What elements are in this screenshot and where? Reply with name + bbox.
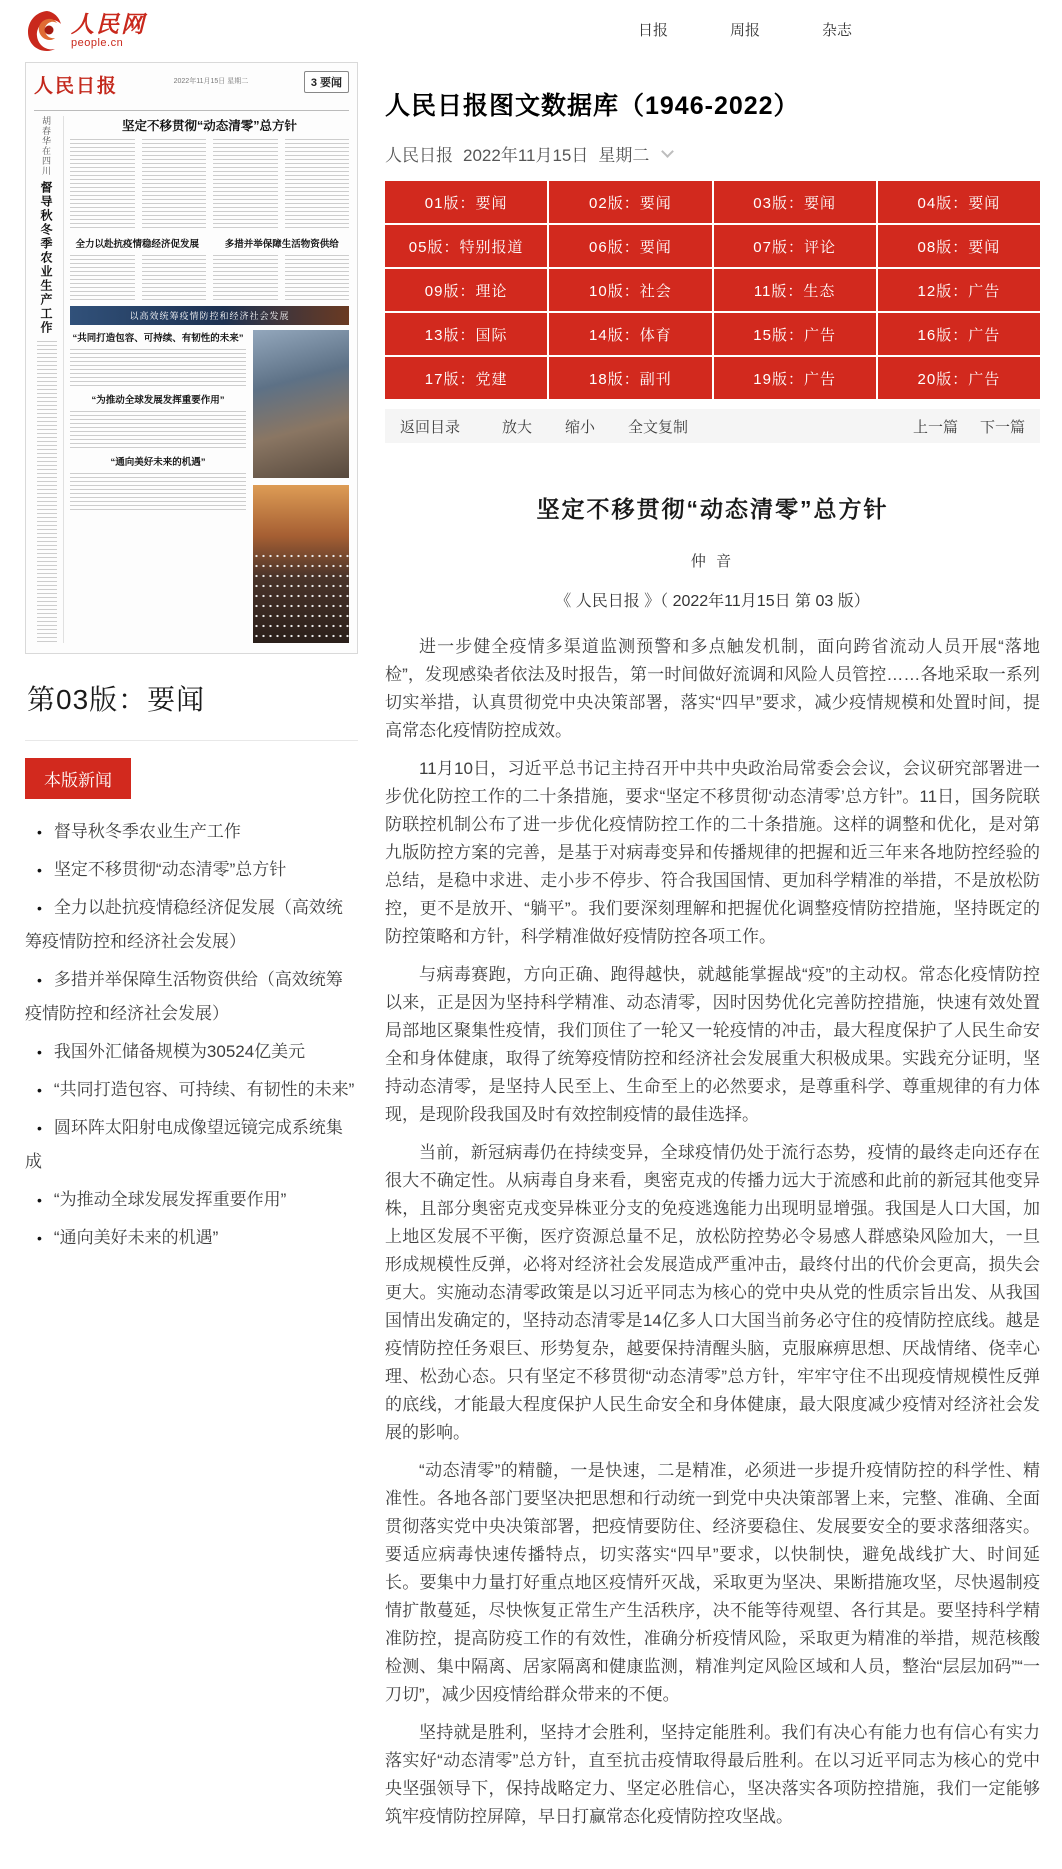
- thumb-fake-columns-2: [70, 255, 349, 301]
- thumb-fake-text: [70, 349, 246, 387]
- bullet-icon: •: [37, 1120, 42, 1136]
- article-paragraph: 11月10日，习近平总书记主持召开中共中央政治局常委会会议，会议研究部署进一步优化防控工作的二十条措施，要求“坚定不移贯彻‘动态清零’总方针”。11日，国务院联防联控机制公布了进一步优化疫情防控工作的二十条措施。这样的调整和优化，是对第九版防控方案的完善，是基于对病毒变异和传播规律的把握和近三年来各地防控经验的总结，是稳中求进、走小步不停步、符合我国国情、更加科学精准的举措，不是放松防控，更不是放开、“躺平”。我们要深刻理解和把握优化调整疫情防控措施，坚持既定的防控策略和方针，科学精准做好疫情防控各项工作。: [385, 759, 1040, 946]
- article-list: [25, 815, 358, 1255]
- thumb-main-headline: 坚定不移贯彻“动态清零”总方针: [121, 119, 297, 133]
- thumb-fake-text: [70, 411, 246, 449]
- toolbar-left-group: [400, 416, 721, 437]
- back-to-toc-button[interactable]: 返回目录: [400, 418, 461, 436]
- thumb-subheadlines: [70, 236, 349, 250]
- page-content: [0, 58, 1062, 1841]
- section-badge: 本版新闻: [25, 758, 131, 799]
- page-link[interactable]: 18版：副刊: [549, 357, 711, 399]
- article-list-item-label: “共同打造包容、可持续、有韧性的未来”: [53, 1080, 355, 1099]
- zoom-out-button[interactable]: 缩小: [565, 418, 596, 436]
- thumb-page-tag: 3 要闻: [304, 71, 349, 93]
- page-link[interactable]: 01版：要闻: [385, 181, 547, 223]
- page-link[interactable]: 19版：广告: [714, 357, 876, 399]
- issue-selector[interactable]: [385, 141, 1040, 166]
- page-link[interactable]: 04版：要闻: [878, 181, 1040, 223]
- article-list-item[interactable]: [25, 891, 358, 959]
- page-grid: [385, 181, 1040, 399]
- previous-article-button[interactable]: 上一篇: [912, 418, 958, 436]
- article-list-item-label: 圆环阵太阳射电成像望远镜完成系统集成: [25, 1118, 343, 1171]
- page-link[interactable]: 09版：理论: [385, 269, 547, 311]
- zoom-in-button[interactable]: 放大: [502, 418, 533, 436]
- thumb-fake-text: [37, 341, 57, 643]
- thumb-photo-telescope-array: [253, 485, 349, 643]
- page-link[interactable]: 17版：党建: [385, 357, 547, 399]
- chevron-down-icon: [662, 145, 675, 158]
- article-paragraph: 进一步健全疫情多渠道监测预警和多点触发机制，面向跨省流动人员开展“落地检”，发现感染者依法及时报告，第一时间做好流调和风险人员管控……各地采取一系列切实举措，认真贯彻党中央决策部署，落实“四早”要求，减少疫情规模和处置时间，提高常态化疫情防控成效。: [385, 637, 1040, 740]
- page-link[interactable]: 20版：广告: [878, 357, 1040, 399]
- page-link[interactable]: 12版：广告: [878, 269, 1040, 311]
- thumb-headline-5: “通向美好未来的机遇”: [110, 457, 206, 468]
- article-list-item-label: 坚定不移贯彻“动态清零”总方针: [53, 860, 287, 879]
- page-link[interactable]: 14版：体育: [549, 313, 711, 355]
- thumb-headline-3: “共同打造包容、可持续、有韧性的未来”: [72, 333, 244, 344]
- newspaper-page-thumbnail[interactable]: [25, 62, 358, 654]
- nav-item[interactable]: 杂志: [822, 22, 853, 39]
- page-link[interactable]: 08版：要闻: [878, 225, 1040, 267]
- article-paragraph: “动态清零”的精髓，一是快速，二是精准，必须进一步提升疫情防控的科学性、精准性。各地各部门要坚决把思想和行动统一到党中央决策部署上来，完整、准确、全面贯彻落实党中央决策部署，把疫情要防住、经济要稳住、发展要安全的要求落细落实。要适应病毒快速传播特点，切实落实“四早”要求，以快制快，避免战线扩大、时间延长。要集中力量打好重点地区疫情歼灭战，采取更为坚决、果断措施攻坚，尽快遏制疫情扩散蔓延，尽快恢复正常生产生活秩序，决不能等待观望、各行其是。要坚持科学精准防控，提高防疫工作的有效性，准确分析疫情风险，采取更为精准的举措，规范核酸检测、集中隔离、居家隔离和健康监测，精准判定风险区域和人员，整治“层层加码”“一刀切”，减少因疫情给群众带来的不便。: [385, 1461, 1040, 1704]
- thumb-lower-zone: [70, 330, 349, 643]
- article-author: 仲 音: [690, 553, 735, 570]
- copy-full-text-button[interactable]: 全文复制: [628, 418, 689, 436]
- site-header: [0, 0, 1062, 58]
- thumb-vertical-column: [34, 116, 64, 643]
- issue-weekday: 星期二: [598, 146, 650, 165]
- page-link[interactable]: 02版：要闻: [549, 181, 711, 223]
- issue-date: 2022年11月15日: [463, 146, 589, 165]
- main-column: [385, 62, 1040, 1841]
- thumb-masthead: [34, 71, 349, 111]
- article: [385, 491, 1040, 1831]
- thumb-photos: [253, 330, 349, 643]
- article-paragraph: 坚持就是胜利，坚持才会胜利，坚持定能胜利。我们有决心有能力也有信心有实力落实好“动态清零”总方针，直至抗击疫情取得最后胜利。在以习近平同志为核心的党中央坚强领导下，保持战略定力、坚定必胜信心，坚决落实各项防控措施，我们一定能够筑牢疫情防控屏障，早日打赢常态化疫情防控攻坚战。: [385, 1723, 1040, 1826]
- article-list-item-label: “通向美好未来的机遇”: [53, 1228, 219, 1247]
- bullet-icon: •: [37, 1082, 42, 1098]
- logo-cn-text: 人民网: [71, 12, 146, 37]
- article-list-item-label: 我国外汇储备规模为30524亿美元: [53, 1042, 306, 1061]
- page-link[interactable]: 11版：生态: [714, 269, 876, 311]
- article-list-item[interactable]: [25, 1073, 358, 1107]
- nav-item[interactable]: 周报: [730, 22, 761, 39]
- page-link[interactable]: 15版：广告: [714, 313, 876, 355]
- thumb-banner: 以高效统筹疫情防控和经济社会发展: [70, 306, 349, 325]
- page-link[interactable]: 13版：国际: [385, 313, 547, 355]
- thumb-lower-articles: [70, 330, 246, 643]
- article-paragraph: 与病毒赛跑，方向正确、跑得越快，就越能掌握战“疫”的主动权。常态化疫情防控以来，正是因为坚持科学精准、动态清零，因时因势优化完善防控措施，快速有效处置局部地区聚集性疫情，我们顶住了一轮又一轮疫情的冲击，最大程度保护了人民生命安全和身体健康，取得了统筹疫情防控和经济社会发展重大积极成果。实践充分证明，坚持动态清零，是坚持人民至上、生命至上的必然要求，是尊重科学、尊重规律的有力体现，是现阶段我国及时有效控制疫情的最佳选择。: [385, 965, 1040, 1124]
- page-link[interactable]: 06版：要闻: [549, 225, 711, 267]
- page-link[interactable]: 05版：特别报道: [385, 225, 547, 267]
- left-divider: [25, 740, 358, 741]
- section-title: 第03版：要闻: [27, 684, 206, 715]
- article-list-item[interactable]: [25, 1221, 358, 1255]
- thumb-main-column: [70, 116, 349, 643]
- article-list-item[interactable]: [25, 1035, 358, 1069]
- article-list-item[interactable]: [25, 853, 358, 887]
- article-list-item-label: “为推动全球发展发挥重要作用”: [53, 1190, 287, 1209]
- thumb-subheadline-2: 多措并举保障生活物资供给: [224, 239, 339, 250]
- article-list-item-label: 督导秋冬季农业生产工作: [53, 822, 241, 841]
- nav-item[interactable]: 日报: [638, 22, 669, 39]
- logo-en-text: people.cn: [71, 37, 124, 49]
- thumb-date: 2022年11月15日 星期二: [173, 78, 249, 85]
- article-list-item[interactable]: [25, 1111, 358, 1179]
- bullet-icon: •: [37, 1044, 42, 1060]
- thumb-body: [34, 116, 349, 643]
- page-link[interactable]: 16版：广告: [878, 313, 1040, 355]
- article-list-item[interactable]: [25, 963, 358, 1031]
- article-list-item[interactable]: [25, 815, 358, 849]
- next-article-button[interactable]: 下一篇: [979, 418, 1025, 436]
- logo-swirl-icon: [26, 9, 66, 53]
- thumb-masthead-title: 人民日报: [34, 76, 119, 97]
- bullet-icon: •: [37, 1192, 42, 1208]
- top-nav: [638, 19, 852, 40]
- page-link[interactable]: 03版：要闻: [714, 181, 876, 223]
- database-title: 人民日报图文数据库（1946-2022）: [385, 92, 800, 120]
- article-list-item-label: 全力以赴抗疫情稳经济促发展（高效统筹疫情防控和经济社会发展）: [25, 898, 343, 951]
- bullet-icon: •: [37, 824, 42, 840]
- thumb-fake-text: [70, 473, 246, 511]
- article-paragraph: 当前，新冠病毒仍在持续变异，全球疫情仍处于流行态势，疫情的最终走向还存在很大不确定性。从病毒自身来看，奥密克戎的传播力远大于流感和此前的新冠其他变异株，且部分奥密克戎变异株亚分支的免疫逃逸能力出现明显增强。我国是人口大国，加上地区发展不平衡，医疗资源总量不足，放松防控势必令易感人群感染风险加大，一旦形成规模性反弹，必将对经济社会发展造成严重冲击，最终付出的代价会更高，损失会更大。实施动态清零政策是以习近平同志为核心的党中央从党的性质宗旨出发、从我国国情出发确定的，坚持动态清零是14亿多人口大国当前务必守住的疫情防控底线。越是疫情防控任务艰巨、形势复杂，越要保持清醒头脑，克服麻痹思想、厌战情绪、侥幸心理、松劲心态。只有坚定不移贯彻“动态清零”总方针，牢牢守住不出现疫情规模性反弹的底线，才能最大程度保护人民生命安全和身体健康，最大限度减少疫情对经济社会发展的影响。: [385, 1143, 1040, 1442]
- issue-paper: 人民日报: [385, 146, 453, 165]
- toolbar: [385, 409, 1040, 443]
- toolbar-right-group: [913, 416, 1025, 437]
- article-body: [385, 633, 1040, 1831]
- page-link[interactable]: 07版：评论: [714, 225, 876, 267]
- bullet-icon: •: [37, 900, 42, 916]
- article-title: 坚定不移贯彻“动态清零”总方针: [536, 496, 889, 522]
- people-cn-logo[interactable]: [26, 9, 146, 53]
- article-list-item-label: 多措并举保障生活物资供给（高效统筹疫情防控和经济社会发展）: [25, 970, 343, 1023]
- thumb-fake-columns: [70, 139, 349, 231]
- thumb-vertical-kicker: 胡春华在四川: [41, 116, 51, 176]
- left-column: [25, 62, 358, 1841]
- thumb-subheadline-1: 全力以赴抗疫情稳经济促发展: [75, 239, 199, 250]
- thumb-headline-4: “为推动全球发展发挥重要作用”: [91, 395, 225, 406]
- bullet-icon: •: [37, 972, 42, 988]
- bullet-icon: •: [37, 1230, 42, 1246]
- article-list-item[interactable]: [25, 1183, 358, 1217]
- thumb-vertical-headline: 督导秋冬季农业生产工作: [39, 181, 53, 335]
- page-link[interactable]: 10版：社会: [549, 269, 711, 311]
- bullet-icon: •: [37, 862, 42, 878]
- thumb-photo-mountains: [253, 330, 349, 478]
- article-source: 《 人民日报 》（ 2022年11月15日 第 03 版）: [555, 593, 870, 610]
